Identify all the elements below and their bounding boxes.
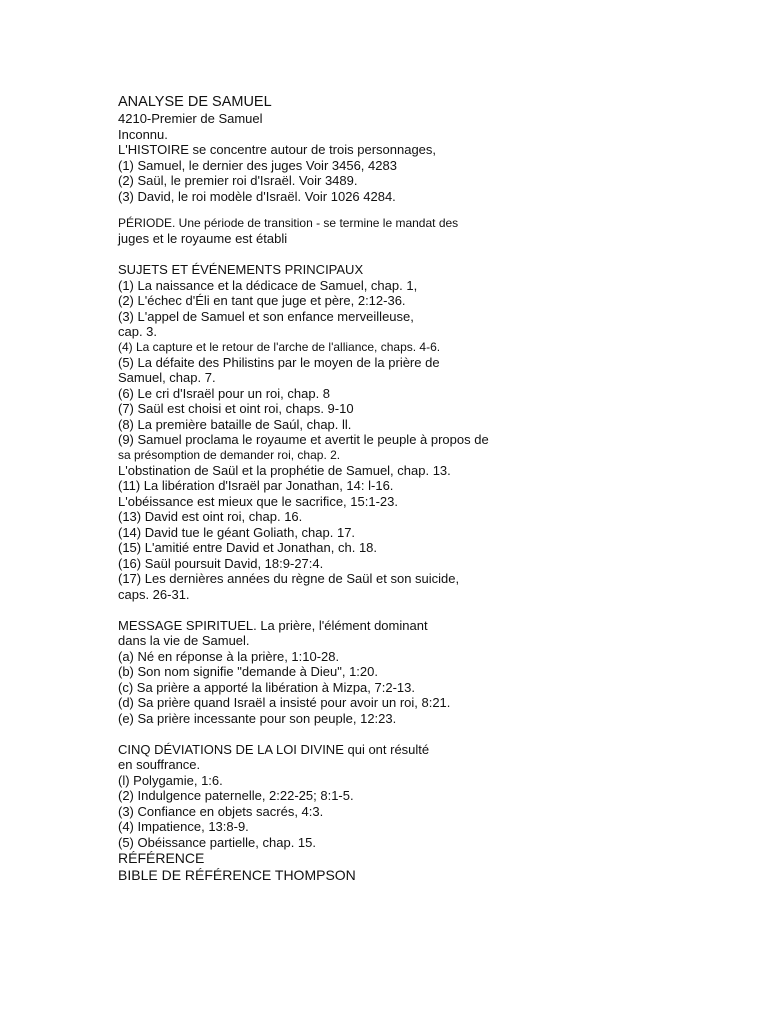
message-line: (a) Né en réponse à la prière, 1:10-28. [118, 648, 340, 664]
deviation-line: (l) Polygamie, 1:6. [118, 772, 223, 788]
event-line: (7) Saül est choisi et oint roi, chaps. 9-10 [118, 401, 354, 416]
event-line: (14) David tue le géant Goliath, chap. 17. [118, 524, 356, 540]
message-line: dans la vie de Samuel. [118, 633, 250, 648]
deviation-line: CINQ DÉVIATIONS DE LA LOI DIVINE qui ont résulté [118, 741, 430, 757]
event-line: (15) L'amitié entre David et Jonathan, ch. 18. [118, 540, 378, 555]
event-line: L'obstination de Saül et la prophétie de Samuel, chap. 13. [118, 462, 451, 478]
event-line: Samuel, chap. 7. [118, 370, 216, 385]
deviation-line: en souffrance. [118, 757, 201, 772]
event-line: (2) L'échec d'Éli en tant que juge et père, 2:12-36. [118, 293, 406, 308]
history-line: (2) Saül, le premier roi d'Israël. Voir 3489. [118, 173, 358, 188]
deviation-line: (4) Impatience, 13:8-9. [118, 819, 249, 834]
message-line: (d) Sa prière quand Israël a insisté pour avoir un roi, 8:21. [118, 695, 451, 710]
event-line: (8) La première bataille de Saúl, chap. ll. [118, 416, 352, 432]
event-line: (11) La libération d'Israël par Jonathan, 14: l-16. [118, 478, 394, 493]
spacer [118, 247, 718, 263]
section-heading: SUJETS ET ÉVÉNEMENTS PRINCIPAUX [118, 262, 364, 277]
event-line: cap. 3. [118, 324, 158, 339]
event-line: (6) Le cri d'Israël pour un roi, chap. 8 [118, 385, 331, 401]
period-line: PÉRIODE. Une période de transition - se termine le mandat des [118, 216, 459, 230]
spacer [118, 726, 718, 742]
reference-source: BIBLE DE RÉFÉRENCE THOMPSON [118, 867, 356, 883]
event-line: (4) La capture et le retour de l'arche de l'alliance, chaps. 4-6. [118, 339, 441, 354]
message-line: (e) Sa prière incessante pour son peuple, 12:23. [118, 710, 397, 726]
reference-heading: RÉFÉRENCE [118, 850, 205, 866]
message-line: (c) Sa prière a apporté la libération à Mizpa, 7:2-13. [118, 679, 415, 695]
history-line: (1) Samuel, le dernier des juges Voir 3456, 4283 [118, 157, 397, 173]
deviation-line: (5) Obéissance partielle, chap. 15. [118, 834, 316, 850]
book-line: 4210-Premier de Samuel [118, 111, 263, 126]
message-line: (b) Son nom signifie "demande à Dieu", 1:20. [118, 664, 378, 679]
author-line: Inconnu. [118, 126, 168, 142]
deviation-line: (3) Confiance en objets sacrés, 4:3. [118, 803, 324, 819]
event-line: (1) La naissance et la dédicace de Samuel, chap. 1, [118, 277, 418, 293]
event-line: (17) Les dernières années du règne de Saül et son suicide, [118, 571, 460, 586]
period-line: juges et le royaume est établi [118, 231, 288, 246]
history-line: (3) David, le roi modèle d'Israël. Voir 1026 4284. [118, 188, 396, 204]
message-line: MESSAGE SPIRITUEL. La prière, l'élément dominant [118, 617, 428, 633]
spacer [118, 204, 718, 216]
history-line: L'HISTOIRE se concentre autour de trois personnages, [118, 142, 437, 157]
spacer [118, 602, 718, 618]
event-line: (5) La défaite des Philistins par le moyen de la prière de [118, 354, 440, 370]
event-line: L'obéissance est mieux que le sacrifice, 15:1-23. [118, 493, 398, 509]
deviation-line: (2) Indulgence paternelle, 2:22-25; 8:1-5. [118, 788, 354, 803]
event-line: caps. 26-31. [118, 586, 190, 602]
document-page [118, 94, 718, 884]
event-line: (13) David est oint roi, chap. 16. [118, 509, 303, 524]
page-title: ANALYSE DE SAMUEL [118, 94, 272, 110]
event-line: sa présomption de demander roi, chap. 2. [118, 447, 341, 462]
event-line: (16) Saül poursuit David, 18:9-27:4. [118, 555, 324, 571]
event-line: (9) Samuel proclama le royaume et avertit le peuple à propos de [118, 432, 489, 447]
event-line: (3) L'appel de Samuel et son enfance merveilleuse, [118, 308, 414, 324]
